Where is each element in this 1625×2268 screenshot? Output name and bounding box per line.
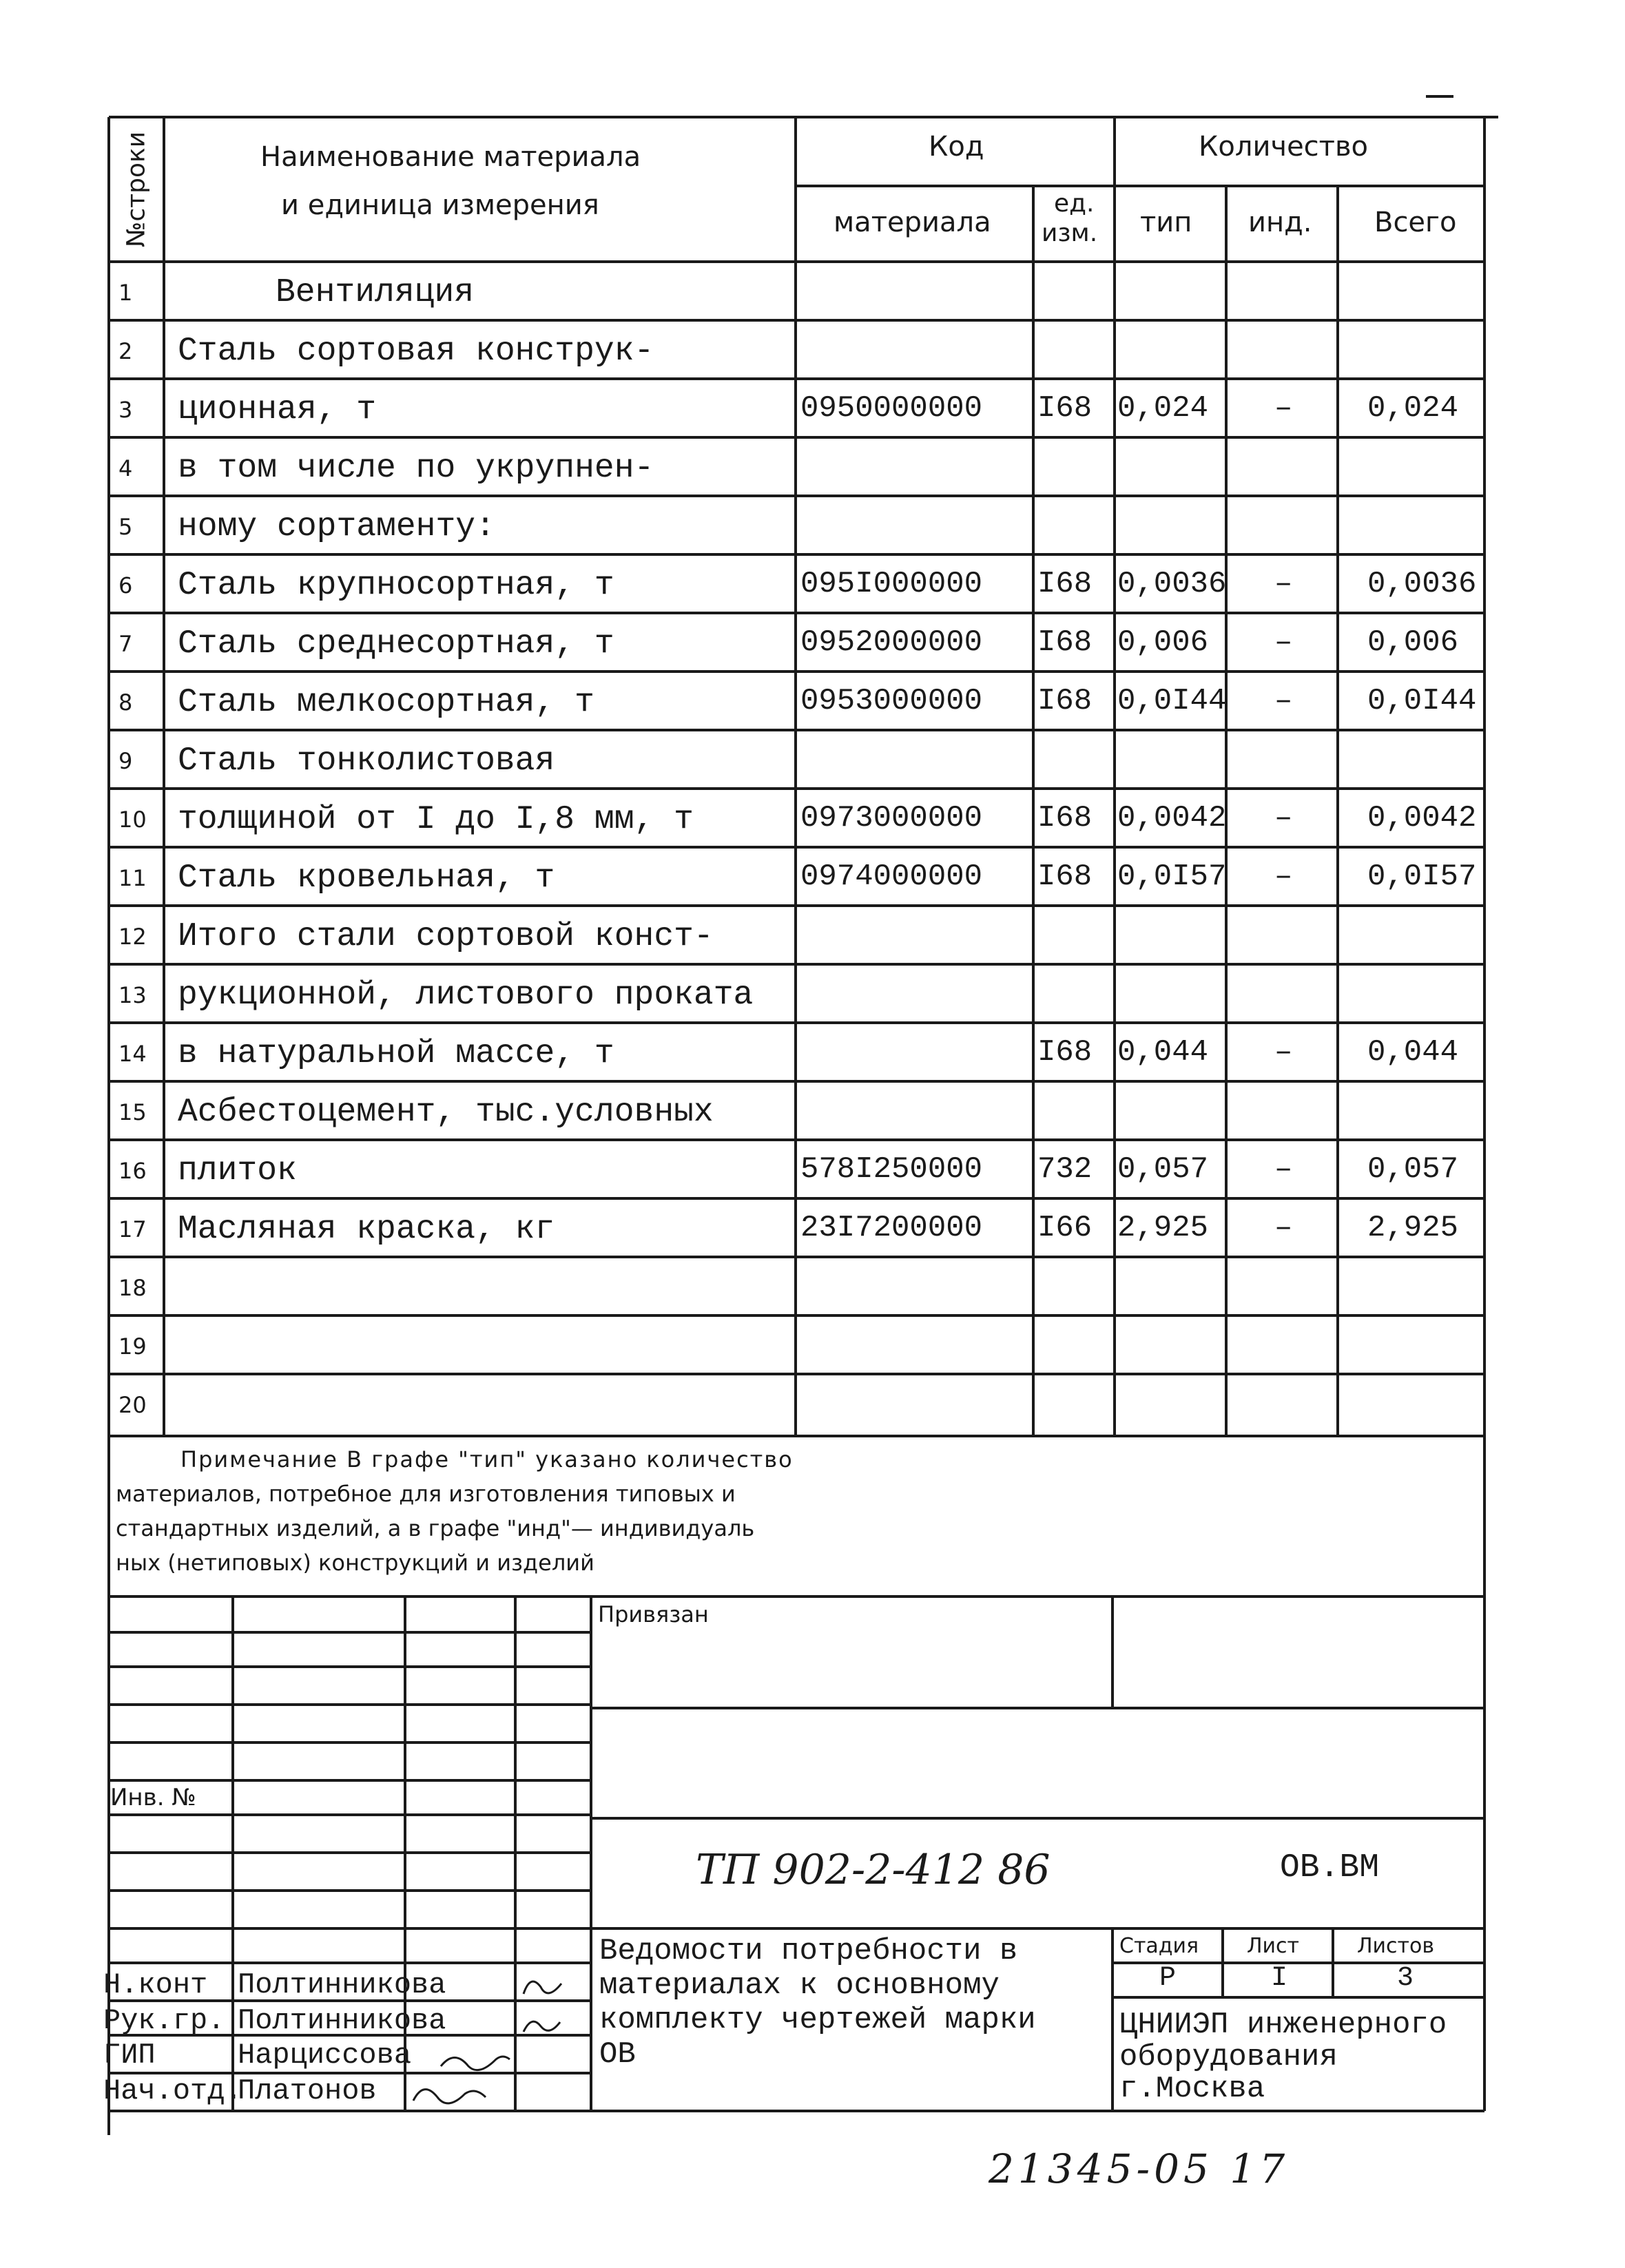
row-number: 2 [118, 338, 133, 364]
material-code: 0973000000 [800, 801, 983, 835]
qty-type: 0,0I57 [1117, 860, 1227, 894]
qty-total: 2,925 [1367, 1211, 1459, 1245]
qty-ind: – [1274, 1152, 1293, 1187]
material-name: Асбестоцемент, тыс.условных [178, 1094, 714, 1131]
material-code: 0974000000 [800, 860, 983, 894]
qty-total: 0,0I44 [1367, 684, 1477, 718]
material-name: ному сортаменту: [178, 508, 495, 545]
header-unit-line2: изм. [1042, 219, 1098, 247]
row-number: 17 [118, 1216, 147, 1242]
sheets-label: Листов [1357, 1934, 1435, 1958]
signer-name-4: Платонов [238, 2074, 377, 2108]
row-number: 16 [118, 1158, 147, 1184]
qty-type: 0,0I44 [1117, 684, 1227, 718]
organization-line3: г.Москва [1119, 2072, 1265, 2106]
material-name: Сталь кровельная, т [178, 860, 555, 897]
row-number: 1 [118, 280, 133, 306]
qty-ind: – [1274, 1211, 1293, 1245]
signer-role-4: Нач.отд. [103, 2074, 242, 2108]
doc-title-line1: Ведомости потребности в [599, 1934, 1018, 1968]
qty-type: 0,024 [1117, 391, 1209, 426]
row-number: 8 [118, 689, 133, 716]
qty-type: 0,044 [1117, 1035, 1209, 1070]
signer-role-3: ГИП [103, 2039, 156, 2072]
unit-code: I68 [1037, 1035, 1093, 1070]
qty-total: 0,0036 [1367, 567, 1477, 601]
header-code-material: материала [834, 207, 991, 238]
unit-code: I66 [1037, 1211, 1093, 1245]
row-number: 18 [118, 1275, 147, 1301]
drawing-mark: ОВ.ВМ [1280, 1849, 1380, 1886]
header-total: Всего [1374, 207, 1457, 238]
doc-title-line2: материалах к основному [599, 1968, 1000, 2003]
organization-line1: ЦНИИЭП инженерного [1119, 2008, 1447, 2042]
signer-role-2: Рук.гр. [103, 2004, 225, 2037]
qty-ind: – [1274, 1035, 1293, 1070]
material-code: 0950000000 [800, 391, 983, 426]
bound-label: Привязан [598, 1601, 709, 1627]
note-line1: Примечание В графе "тип" указано количество [180, 1446, 794, 1473]
stage-value: Р [1159, 1963, 1177, 1994]
qty-type: 2,925 [1117, 1211, 1209, 1245]
header-unit-line1: ед. [1054, 189, 1095, 218]
qty-ind: – [1274, 684, 1293, 718]
qty-total: 0,0I57 [1367, 860, 1477, 894]
doc-title-line3: комплекту чертежей марки [599, 2003, 1036, 2037]
project-code: ТП 902-2-412 86 [696, 1846, 1050, 1894]
material-name: Вентиляция [276, 274, 475, 311]
row-number: 14 [118, 1041, 147, 1067]
qty-type: 0,0036 [1117, 567, 1227, 601]
signer-role-1: Н.конт [103, 1968, 208, 2001]
signer-name-1: Полтинникова [238, 1968, 446, 2001]
archive-number: 21345-05 17 [989, 2145, 1290, 2192]
signer-name-3: Нарциссова [238, 2039, 412, 2072]
header-code-group: Код [929, 131, 984, 163]
material-name: Сталь крупносортная, т [178, 567, 614, 604]
material-code: 0952000000 [800, 625, 983, 660]
qty-ind: – [1274, 625, 1293, 660]
unit-code: I68 [1037, 391, 1093, 426]
qty-total: 0,057 [1367, 1152, 1459, 1187]
qty-type: 0,057 [1117, 1152, 1209, 1187]
material-code: 0953000000 [800, 684, 983, 718]
header-name-line1: Наименование материала [260, 141, 641, 173]
material-name: Сталь тонколистовая [178, 742, 555, 780]
material-code: 578I250000 [800, 1152, 983, 1187]
material-code: 095I000000 [800, 567, 983, 601]
sheets-value: 3 [1397, 1963, 1414, 1994]
note-line3: стандартных изделий, а в графе "инд"— индивидуаль [116, 1515, 755, 1541]
row-number: 19 [118, 1333, 147, 1360]
material-name: плиток [178, 1152, 297, 1189]
material-name: Сталь среднесортная, т [178, 625, 614, 663]
material-name: рукционной, листового проката [178, 977, 754, 1014]
doc-title-line4: ОВ [599, 2037, 636, 2072]
organization-line2: оборудования [1119, 2040, 1338, 2074]
header-type: тип [1140, 207, 1192, 238]
material-name: Сталь сортовая конструк- [178, 333, 654, 370]
qty-type: 0,0042 [1117, 801, 1227, 835]
header-qty-group: Количество [1199, 131, 1369, 163]
material-name: толщиной от I до I,8 мм, т [178, 801, 694, 838]
material-name: Масляная краска, кг [178, 1211, 555, 1248]
qty-ind: – [1274, 860, 1293, 894]
qty-total: 0,0042 [1367, 801, 1477, 835]
unit-code: I68 [1037, 684, 1093, 718]
row-number: 6 [118, 572, 133, 599]
qty-total: 0,044 [1367, 1035, 1459, 1070]
unit-code: I68 [1037, 567, 1093, 601]
row-number: 10 [118, 807, 147, 833]
note-line2: материалов, потребное для изготовления типовых и [116, 1481, 736, 1507]
row-number: 15 [118, 1099, 147, 1125]
unit-code: 732 [1037, 1152, 1093, 1187]
signer-name-2: Полтинникова [238, 2004, 446, 2037]
qty-total: 0,024 [1367, 391, 1459, 426]
inventory-number-label: Инв. № [110, 1784, 196, 1811]
header-row-number: №строки [122, 131, 151, 248]
material-name: Итого стали сортовой конст- [178, 918, 714, 955]
qty-ind: – [1274, 801, 1293, 835]
row-number: 3 [118, 397, 133, 423]
note-line4: ных (нетиповых) конструкций и изделий [116, 1550, 594, 1576]
sheet-label: Лист [1247, 1934, 1300, 1958]
row-number: 12 [118, 924, 147, 950]
row-number: 9 [118, 748, 133, 774]
qty-total: 0,006 [1367, 625, 1459, 660]
sheet-value: I [1271, 1963, 1288, 1994]
material-name: в натуральной массе, т [178, 1035, 614, 1072]
stage-label: Стадия [1119, 1934, 1199, 1958]
qty-ind: – [1274, 391, 1293, 426]
unit-code: I68 [1037, 860, 1093, 894]
row-number: 4 [118, 455, 133, 481]
row-number: 13 [118, 982, 147, 1008]
material-code: 23I7200000 [800, 1211, 983, 1245]
material-name: в том числе по укрупнен- [178, 450, 654, 487]
header-name-line2: и единица измерения [281, 189, 599, 221]
qty-type: 0,006 [1117, 625, 1209, 660]
unit-code: I68 [1037, 801, 1093, 835]
row-number: 20 [118, 1392, 147, 1418]
material-name: ционная, т [178, 391, 377, 428]
material-name: Сталь мелкосортная, т [178, 684, 594, 721]
qty-ind: – [1274, 567, 1293, 601]
unit-code: I68 [1037, 625, 1093, 660]
row-number: 5 [118, 514, 133, 540]
header-ind: инд. [1248, 207, 1312, 238]
row-number: 7 [118, 631, 133, 657]
row-number: 11 [118, 865, 147, 891]
